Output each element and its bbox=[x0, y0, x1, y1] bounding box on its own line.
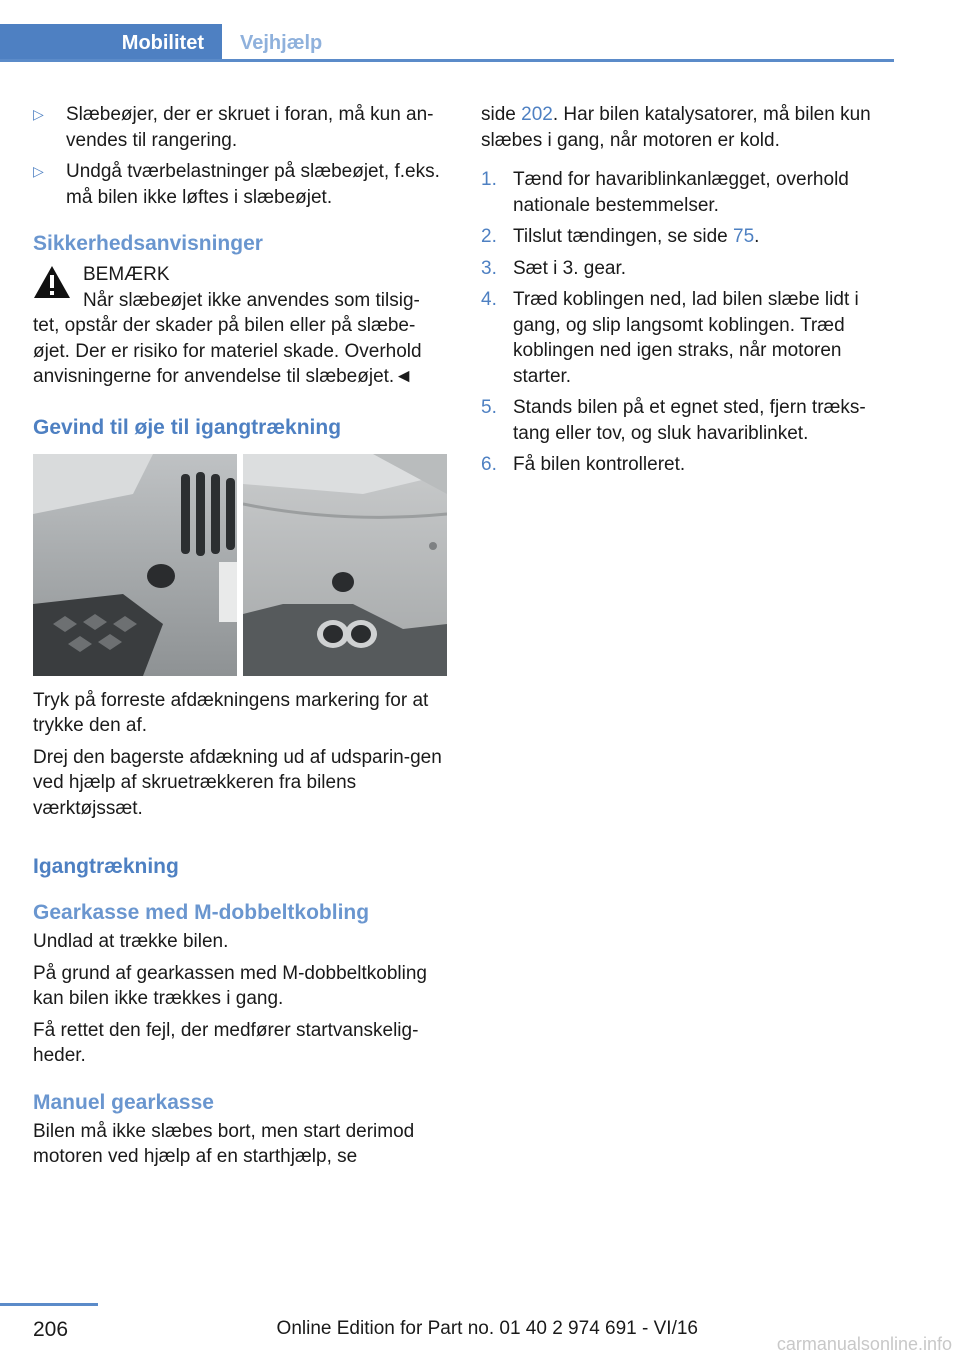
step-text: Træd koblingen ned, lad bilen slæbe lidt i gang, og slip langsomt koblingen. Træd koblingen ned igen straks, når motoren starter. bbox=[513, 289, 859, 387]
warning-text-first: Når slæbeøjet ikke anvendes som tilsig- bbox=[83, 289, 420, 311]
page-header bbox=[0, 0, 894, 62]
paragraph-reason: På grund af gearkassen med M-dobbeltkobling kan bilen ikke trækkes i gang. bbox=[33, 962, 427, 1009]
heading-manual-gearbox: Manuel gearkasse bbox=[33, 1090, 214, 1114]
step-number: 6. bbox=[481, 454, 497, 475]
bullet-text: Slæbeøjer, der er skruet i foran, må kun an-vendes til rangering. bbox=[66, 104, 434, 151]
steps-list bbox=[481, 167, 891, 478]
step-text: Stands bilen på et egnet sted, fjern træks-tang eller tov, og sluk havariblinket. bbox=[513, 397, 866, 444]
step-text: Få bilen kontrolleret. bbox=[513, 454, 686, 475]
header-divider bbox=[0, 59, 894, 62]
intro-post: . Har bilen katalysatorer, må bilen kun slæbes i gang, når motoren er kold. bbox=[481, 104, 871, 151]
paragraph-fix: Få rettet den fejl, der medfører startvanskelig-heder. bbox=[33, 1019, 419, 1066]
warning-label: BEMÆRK bbox=[83, 264, 170, 285]
list-item bbox=[481, 256, 891, 282]
tab-vejhjaelp[interactable]: Vejhjælp bbox=[240, 31, 323, 54]
step-text bbox=[513, 224, 759, 250]
step-number: 4. bbox=[481, 289, 497, 310]
photo-tow-points bbox=[33, 454, 448, 676]
heading-safety: Sikkerhedsanvisninger bbox=[33, 232, 263, 255]
step-number: 2. bbox=[481, 226, 497, 247]
rear-bumper-photo bbox=[243, 454, 447, 676]
paragraph-catalyst bbox=[481, 102, 891, 153]
step-number: 1. bbox=[481, 169, 497, 190]
tab-mobilitet[interactable]: Mobilitet bbox=[0, 24, 222, 62]
warning-block bbox=[33, 262, 448, 313]
step-number: 3. bbox=[481, 257, 497, 279]
triangle-bullet-icon: ▷ bbox=[33, 163, 44, 179]
paragraph-no-tow: Undlad at trække bilen. bbox=[33, 931, 229, 952]
list-item bbox=[481, 287, 891, 389]
triangle-bullet-icon: ▷ bbox=[33, 106, 44, 122]
footer-divider bbox=[0, 1303, 98, 1306]
step-text: Tænd for havariblinkanlægget, overhold nationale bestemmelser. bbox=[513, 169, 849, 216]
intro-pre: side bbox=[481, 104, 522, 125]
paragraph-front-cover: Tryk på forreste afdækningens markering for at trykke den af. bbox=[33, 689, 429, 736]
paragraph-manual: Bilen må ikke slæbes bort, men start derimod motoren ved hjælp af en starthjælp, se bbox=[33, 1120, 415, 1167]
page-link-75[interactable]: 75 bbox=[733, 226, 755, 247]
page-number: 206 bbox=[33, 1318, 69, 1341]
list-item bbox=[481, 224, 891, 250]
right-column bbox=[481, 102, 891, 484]
watermark: carmanualsonline.info bbox=[776, 1334, 952, 1354]
list-item bbox=[481, 452, 891, 478]
paragraph-rear-cover: Drej den bagerste afdækning ud af udsparin-gen ved hjælp af skruetrækkeren fra bilens værktøjssæt. bbox=[33, 746, 442, 819]
list-item bbox=[481, 395, 891, 446]
heading-thread: Gevind til øje til igangtrækning bbox=[33, 415, 342, 439]
step-text-post: . bbox=[754, 226, 760, 247]
step-number: 5. bbox=[481, 397, 497, 418]
warning-icon bbox=[33, 264, 71, 300]
step-text-pre: Tilslut tændingen, se side bbox=[513, 226, 734, 247]
bullet-text: Undgå tværbelastninger på slæbeøjet, f.eks. må bilen ikke løftes i slæbeøjet. bbox=[66, 161, 440, 208]
list-item bbox=[481, 167, 891, 218]
heading-tow-start: Igangtrækning bbox=[33, 855, 179, 878]
page-link-202[interactable]: 202 bbox=[521, 104, 553, 125]
left-column bbox=[33, 102, 448, 1170]
front-bumper-photo bbox=[33, 454, 237, 676]
heading-dual-clutch: Gearkasse med M-dobbeltkobling bbox=[33, 901, 370, 924]
list-item bbox=[33, 159, 448, 210]
list-item bbox=[33, 102, 448, 153]
warning-text: tet, opstår der skader på bilen eller på slæbe-øjet. Der er risiko for materiel skade. Overhold anvisningerne for anvendelse til slæbeøjet.◄ bbox=[33, 315, 422, 387]
step-text: Sæt i 3. gear. bbox=[513, 257, 627, 279]
edition-text: Online Edition for Part no. 01 40 2 974 691 - VI/16 bbox=[276, 1318, 698, 1339]
